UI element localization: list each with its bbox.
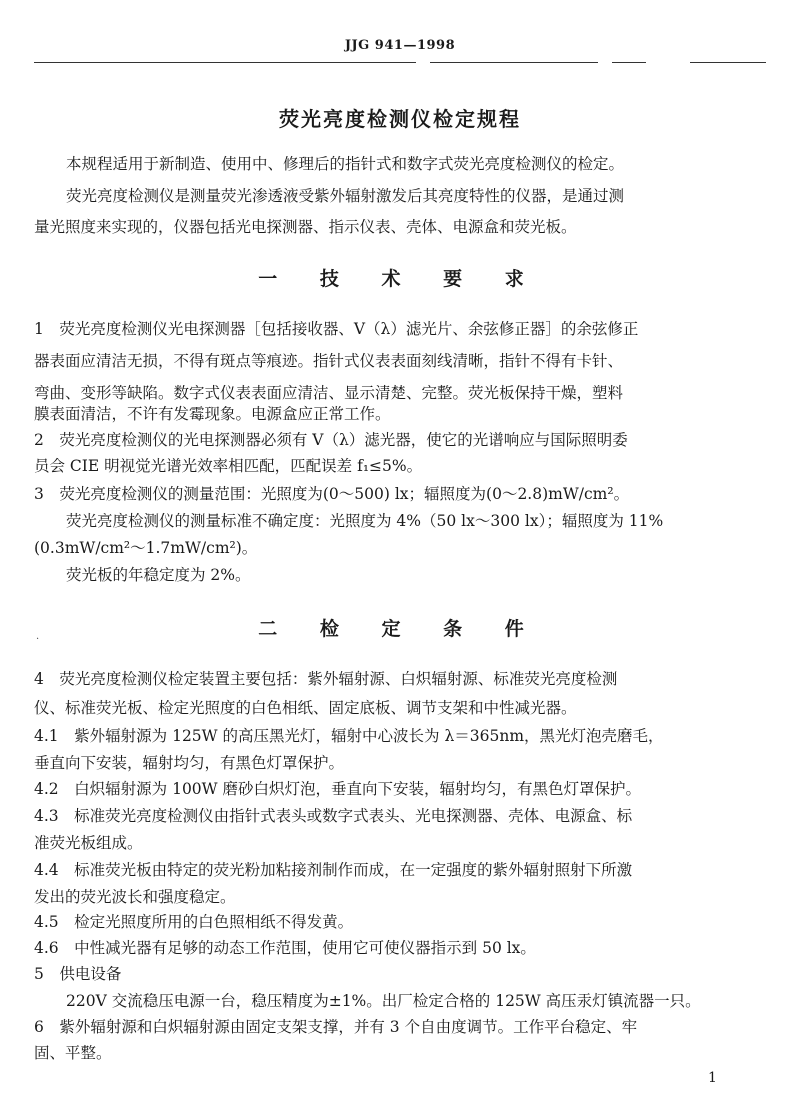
text-line: 2 荧光亮度检测仪的光电探测器必须有 V（λ）滤光器，使它的光谱响应与国际照明委 (34, 431, 628, 449)
text-line: 仪、标准荧光板、检定光照度的白色相纸、固定底板、调节支架和中性减光器。 (34, 699, 577, 717)
text-line: 6 紫外辐射源和白炽辐射源由固定支架支撑，并有 3 个自由度调节。工作平台稳定、牢 (34, 1018, 638, 1036)
header-rule (690, 62, 766, 63)
stray-mark: · (36, 634, 40, 645)
header-rule (612, 62, 646, 63)
text-line: 准荧光板组成。 (34, 834, 143, 852)
text-line: 固、平整。 (34, 1044, 112, 1062)
text-line: 1 荧光亮度检测仪光电探测器［包括接收器、V（λ）滤光片、余弦修正器］的余弦修正 (34, 320, 639, 338)
text-line: 垂直向下安装，辐射均匀，有黑色灯罩保护。 (34, 754, 345, 772)
section-heading: 二 检 定 条 件 (258, 618, 542, 640)
text-line: 4.3 标准荧光亮度检测仪由指针式表头或数字式表头、光电探测器、壳体、电源盒、标 (34, 807, 633, 825)
text-line: 4 荧光亮度检测仪检定装置主要包括：紫外辐射源、白炽辐射源、标准荧光亮度检测 (34, 670, 618, 688)
document-title: 荧光亮度检测仪检定规程 (279, 107, 521, 131)
section-heading: 一 技 术 要 求 (258, 268, 542, 290)
text-line: 膜表面清洁，不许有发霉现象。电源盒应正常工作。 (34, 405, 391, 423)
text-line: 弯曲、变形等缺陷。数字式仪表表面应清洁、显示清楚、完整。荧光板保持干燥，塑料 (34, 384, 624, 402)
text-line: 器表面应清洁无损，不得有斑点等痕迹。指针式仪表表面刻线清晰，指针不得有卡针、 (34, 352, 624, 370)
text-line: 4.6 中性减光器有足够的动态工作范围，使用它可使仪器指示到 50 lx。 (34, 939, 536, 957)
text-line: (0.3mW/cm²～1.7mW/cm²)。 (34, 539, 258, 557)
text-line: 3 荧光亮度检测仪的测量范围：光照度为(0～500) lx；辐照度为(0～2.8)mW/cm²。 (34, 485, 630, 503)
intro-line: 量光照度来实现的，仪器包括光电探测器、指示仪表、壳体、电源盒和荧光板。 (34, 218, 577, 236)
header-rule (430, 62, 598, 63)
text-line: 220V 交流稳压电源一台，稳压精度为±1%。出厂检定合格的 125W 高压汞灯镇流器一只。 (66, 992, 701, 1010)
text-line: 员会 CIE 明视觉光谱光效率相匹配，匹配误差 f₁≤5%。 (34, 457, 423, 475)
text-line: 4.4 标准荧光板由特定的荧光粉加粘接剂制作而成，在一定强度的紫外辐射照射下所激 (34, 861, 633, 879)
header-rule (34, 62, 416, 63)
text-line: 发出的荧光波长和强度稳定。 (34, 888, 236, 906)
text-line: 荧光板的年稳定度为 2%。 (66, 566, 251, 584)
text-line: 5 供电设备 (34, 965, 122, 983)
standard-code: JJG 941—1998 (344, 38, 456, 53)
text-line: 4.2 白炽辐射源为 100W 磨砂白炽灯泡，垂直向下安装，辐射均匀，有黑色灯罩保护。 (34, 780, 642, 798)
intro-line: 荧光亮度检测仪是测量荧光渗透液受紫外辐射激发后其亮度特性的仪器，是通过测 (66, 187, 625, 205)
intro-line: 本规程适用于新制造、使用中、修理后的指针式和数字式荧光亮度检测仪的检定。 (66, 155, 625, 173)
text-line: 4.1 紫外辐射源为 125W 的高压黑光灯，辐射中心波长为 λ＝365nm，黑光灯泡壳磨毛， (34, 727, 664, 745)
text-line: 荧光亮度检测仪的测量标准不确定度：光照度为 4%（50 lx～300 lx）；辐照度为 11% (66, 512, 664, 530)
page-number: 1 (708, 1070, 717, 1086)
text-line: 4.5 检定光照度所用的白色照相纸不得发黄。 (34, 913, 354, 931)
